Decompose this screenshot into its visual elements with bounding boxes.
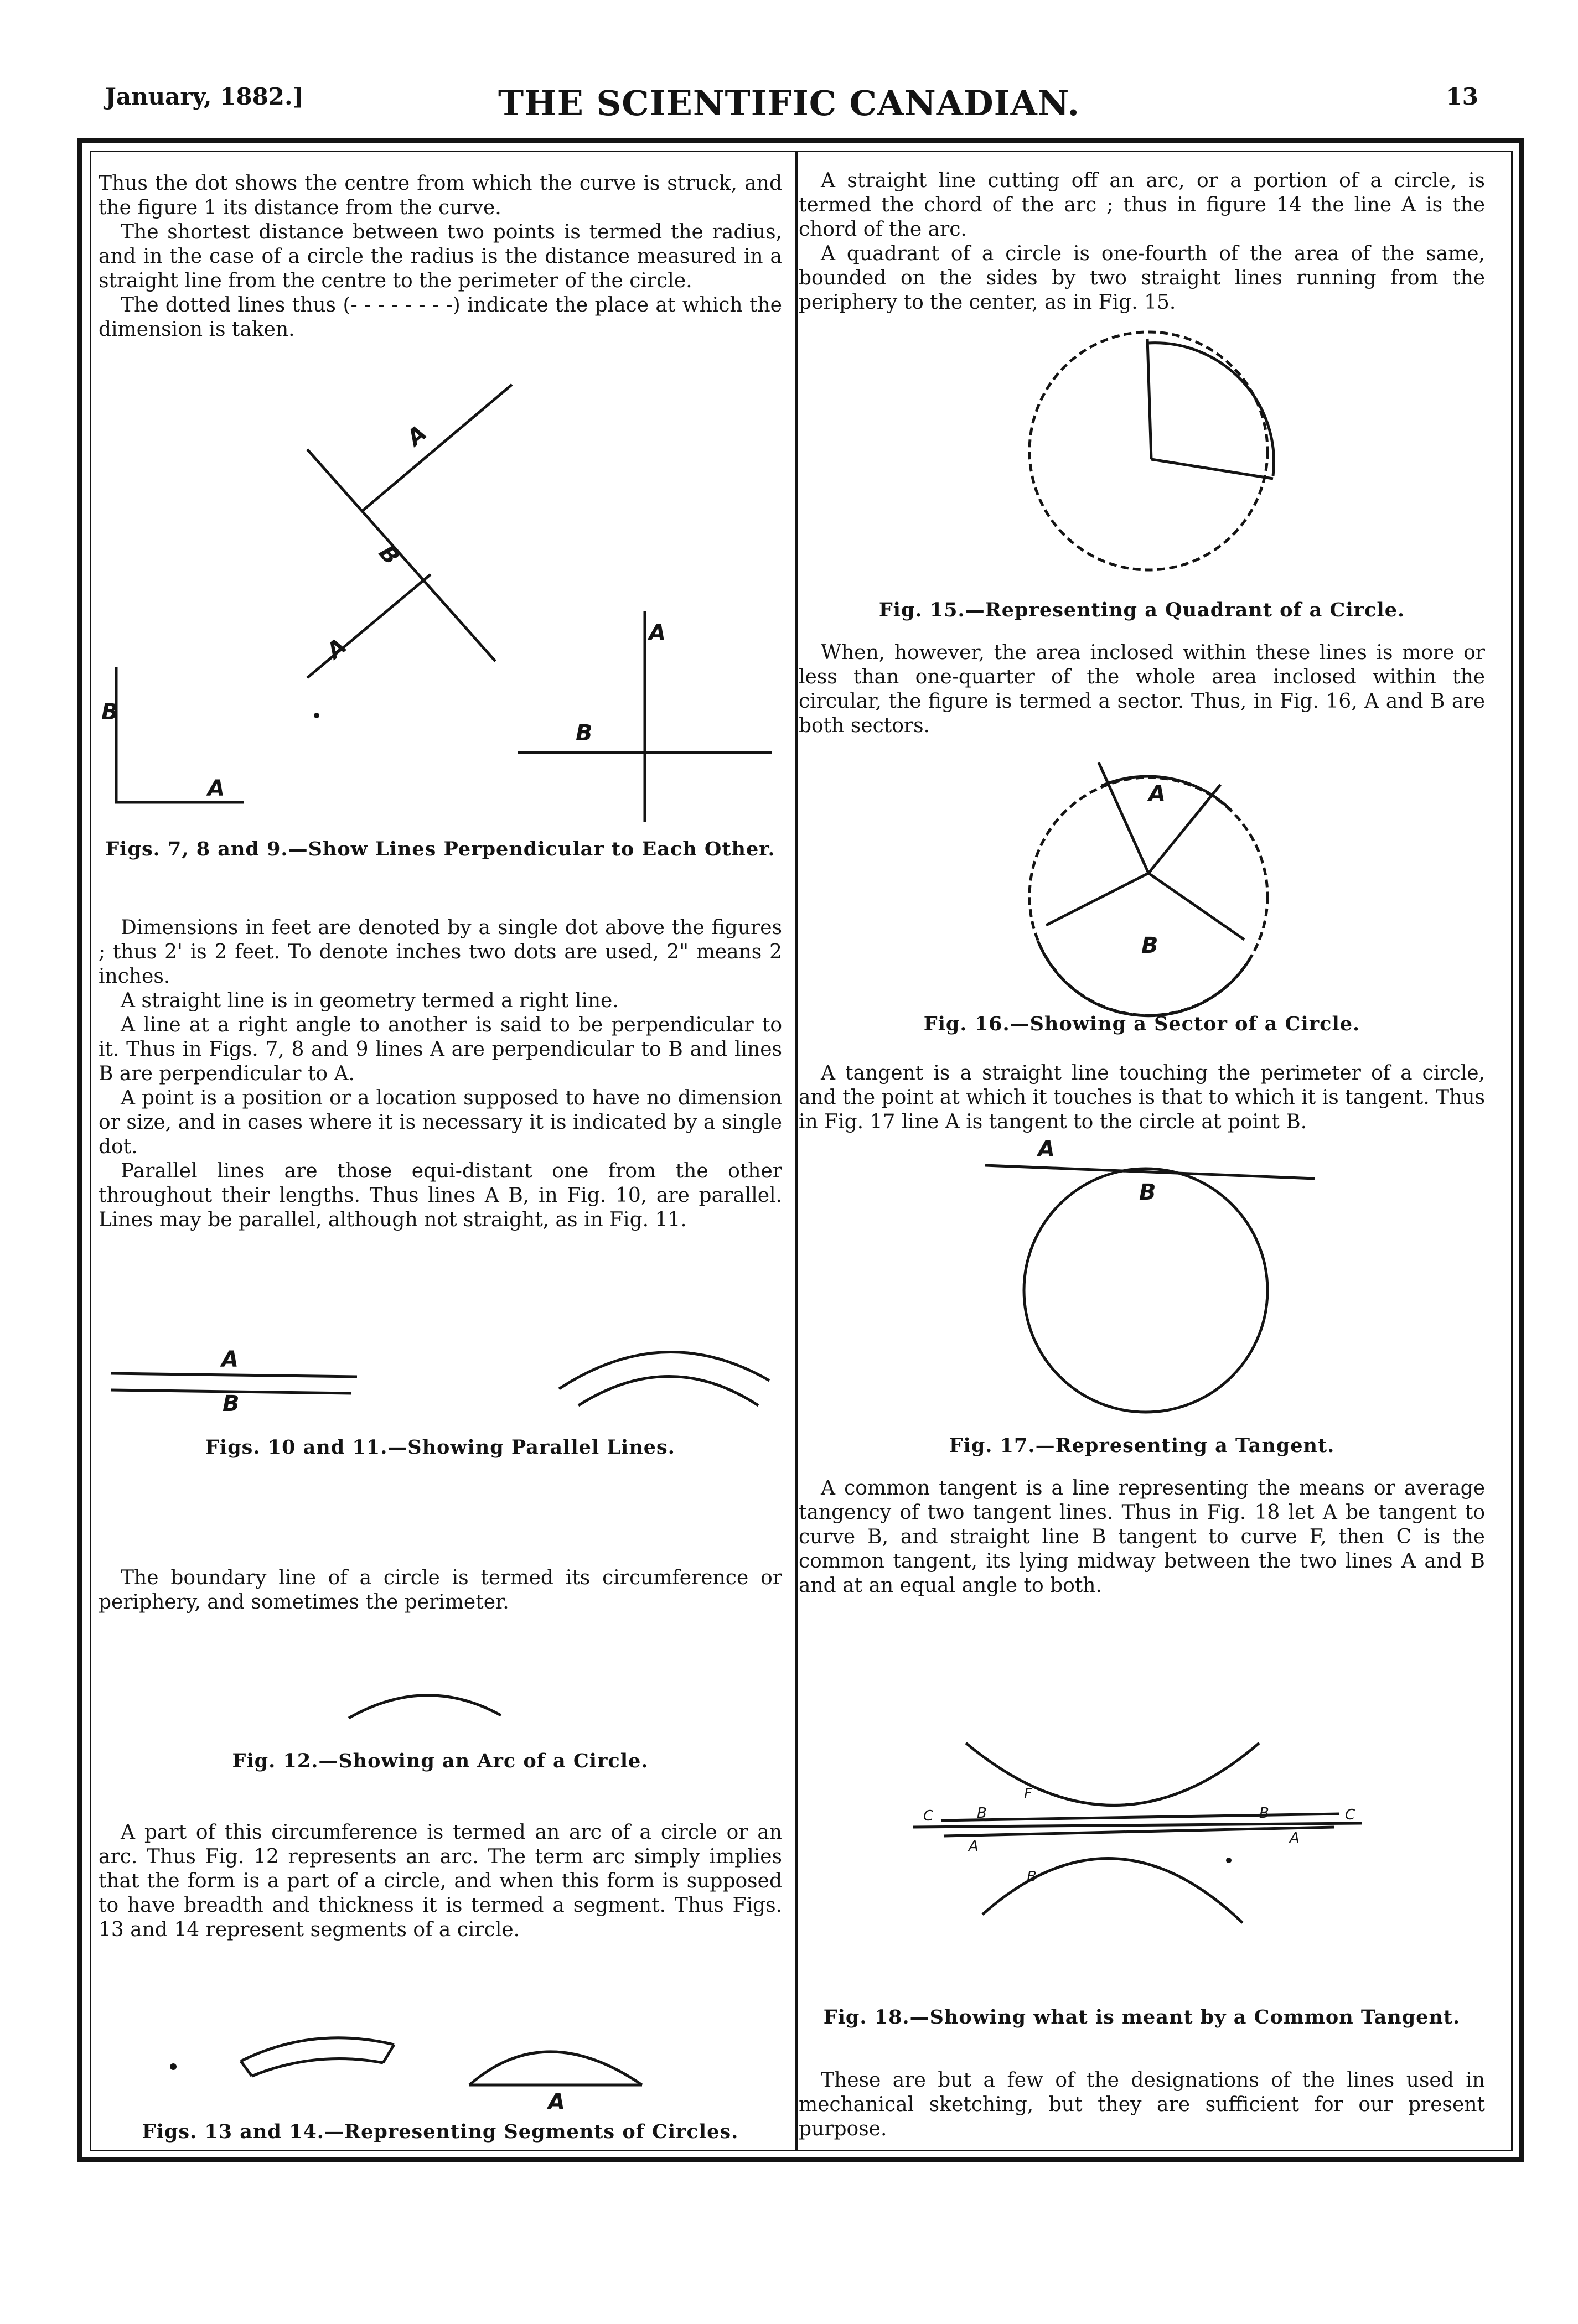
fig8-label-b: B [374, 540, 404, 570]
paragraph: A straight line is in geometry termed a right line. [121, 989, 619, 1012]
fig9-label-b: B [576, 720, 593, 746]
fig14-label-a: A [548, 2089, 565, 2115]
issue-date: January, 1882.] [105, 83, 304, 110]
right-closing-text [799, 2068, 1485, 2141]
fig18-label-a-left: A [969, 1838, 979, 1855]
fig8-label-a-bottom: A [322, 633, 352, 664]
fig18-label-b-lower: B [1027, 1869, 1037, 1885]
paragraph: The shortest distance between two points is termed the radius, and in the case of a circle the radius is the distance measured in a straight line from the centre to the perimeter of the circle. [99, 221, 782, 292]
paragraph: Thus the dot shows the centre from which the curve is struck, and the figure 1 its distance from the curve. [99, 172, 782, 219]
fig7-label-b: B [101, 699, 118, 725]
fig16-label-b: B [1141, 933, 1158, 958]
fig7-label-a: A [208, 776, 225, 801]
fig15-caption: Fig. 15.—Representing a Quadrant of a Circle. [878, 599, 1405, 621]
fig18-centre-point [1226, 1858, 1232, 1863]
fig12-caption: Fig. 12.—Showing an Arc of a Circle. [232, 1750, 649, 1772]
paragraph: These are but a few of the designations of the lines used in mechanical sketching, but they are sufficient for our present purpose. [799, 2069, 1485, 2140]
fig9-label-a: A [649, 620, 666, 646]
fig17-label-b: B [1139, 1180, 1156, 1205]
paragraph: A tangent is a straight line touching the perimeter of a circle, and the point at which it touches is that to which it is tangent. Thus in Fig. 17 line A is tangent to the circle at point B. [799, 1062, 1485, 1133]
page-number: 13 [1446, 83, 1478, 110]
fig10-label-b: B [223, 1391, 240, 1417]
fig18-label-b-left: B [977, 1805, 987, 1822]
paragraph: A straight line cutting off an arc, or a portion of a circle, is termed the chord of the arc ; thus in figure 14 the line A is the chord of the arc. [799, 169, 1485, 241]
paragraph: When, however, the area inclosed within these lines is more or less than one-quarter of the whole area inclosed within the circular, the figure is termed a sector. Thus, in Fig. 16, A and B are both sectors. [799, 641, 1485, 737]
fig16-label-a: A [1148, 781, 1166, 807]
fig18-caption: Fig. 18.—Showing what is meant by a Common Tangent. [823, 2006, 1461, 2029]
fig17-caption: Fig. 17.—Representing a Tangent. [949, 1434, 1335, 1457]
paragraph: A quadrant of a circle is one-fourth of the area of the same, bounded on the sides by two straight lines running from the periphery to the center, as in Fig. 15. [799, 242, 1485, 314]
fig18-label-c-right: C [1345, 1807, 1355, 1823]
masthead-title: THE SCIENTIFIC CANADIAN. [498, 83, 1080, 123]
fig7-9-caption: Figs. 7, 8 and 9.—Show Lines Perpendicular to Each Other. [105, 838, 775, 860]
fig18-label-c-left: C [923, 1808, 934, 1824]
paragraph: A point is a position or a location supposed to have no dimension or size, and in cases where it is necessary it is indicated by a single dot. [99, 1087, 782, 1158]
paragraph: Dimensions in feet are denoted by a single dot above the figures ; thus 2' is 2 feet. To denote inches two dots are used, 2" means 2 inches. [99, 916, 782, 988]
fig10-label-a: A [221, 1347, 239, 1372]
paragraph: A part of this circumference is termed an arc of a circle or an arc. Thus Fig. 12 represents an arc. The term arc simply implies that the form is a part of a circle, and when this form is supposed to have breadth and thickness it is termed a segment. Thus Figs. 13 and 14 represent segments of a circle. [99, 1821, 782, 1941]
fig18-label-f: F [1024, 1786, 1032, 1802]
fig16-caption: Fig. 16.—Showing a Sector of a Circle. [923, 1013, 1360, 1035]
paragraph: A line at a right angle to another is said to be perpendicular to it. Thus in Figs. 7, 8 and 9 lines A are perpendicular to B and lines B are perpendicular to A. [99, 1014, 782, 1085]
fig8-label-a-top: A [402, 420, 432, 451]
fig10-11-caption: Figs. 10 and 11.—Showing Parallel Lines. [205, 1436, 675, 1459]
fig13-14-caption: Figs. 13 and 14.—Representing Segments of Circles. [142, 2120, 739, 2143]
paragraph: The boundary line of a circle is termed its circumference or periphery, and sometimes the perimeter. [99, 1566, 782, 1614]
fig18-label-a-right: A [1290, 1830, 1300, 1846]
paragraph: Parallel lines are those equi-distant one from the other throughout their lengths. Thus lines A B, in Fig. 10, are parallel. Lines may be parallel, although not straight, as in Fig. 11. [99, 1160, 782, 1231]
fig18-label-b-right: B [1259, 1805, 1269, 1822]
fig17-label-a: A [1038, 1137, 1055, 1162]
paragraph: A common tangent is a line representing the means or average tangency of two tangent lines. Thus in Fig. 18 let A be tangent to curve B, and straight line B tangent to curve F, then C is the common tangent, its lying midway between the two lines A and B and at an equal angle to both. [799, 1477, 1485, 1597]
paragraph: The dotted lines thus (- - - - - - - -) indicate the place at which the dimension is taken. [99, 294, 782, 341]
